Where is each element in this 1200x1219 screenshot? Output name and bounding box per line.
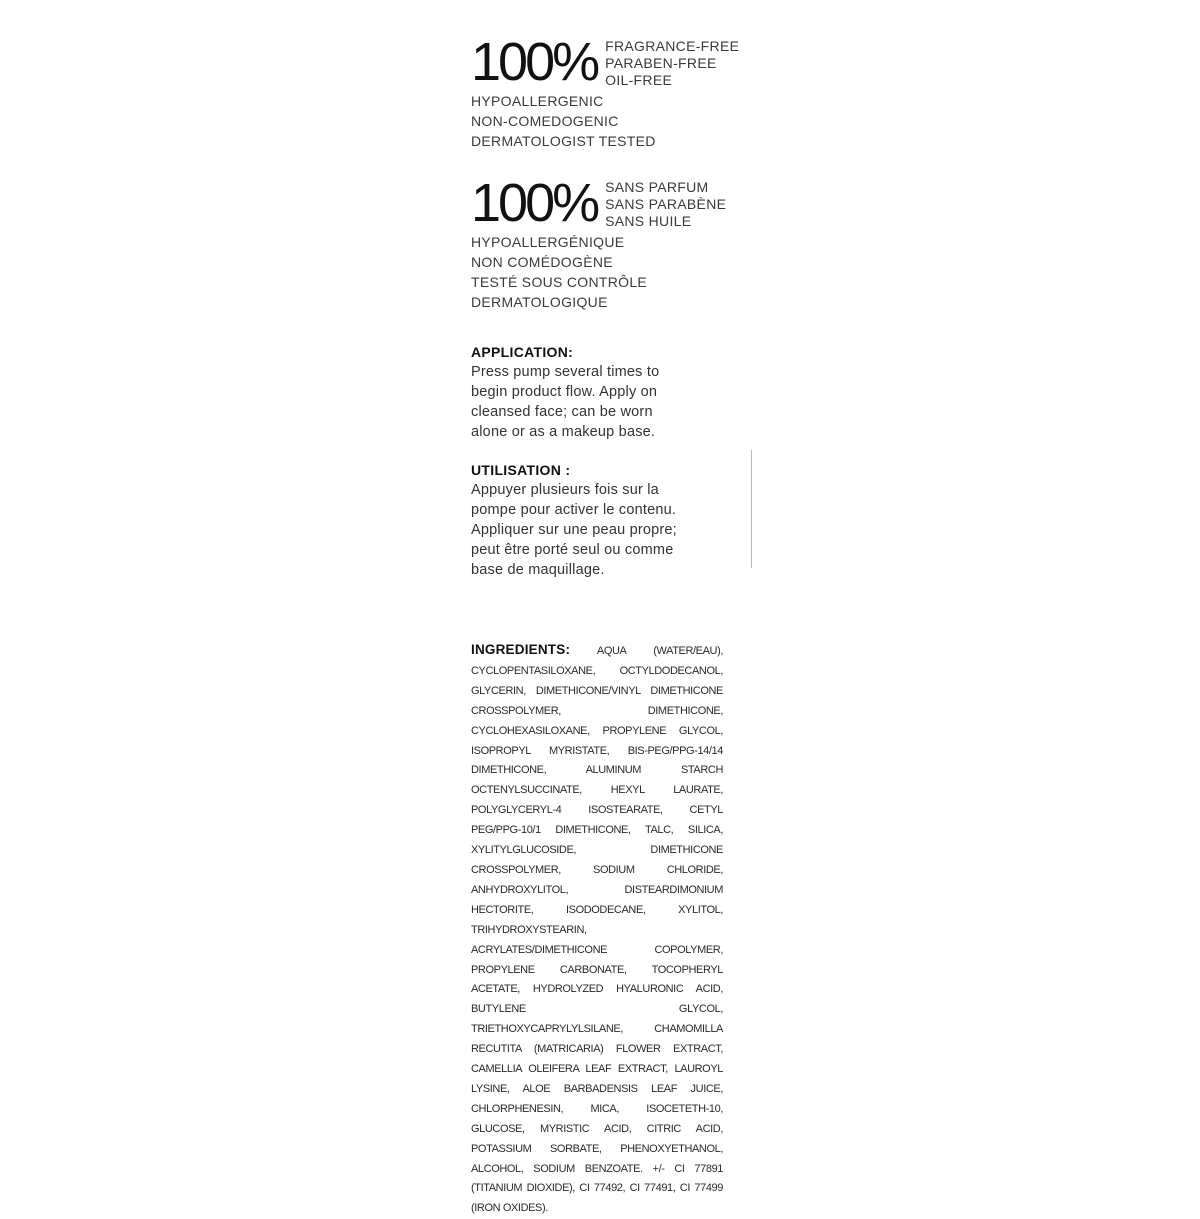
french-percent: 100% [471, 173, 598, 233]
french-free-of-list [605, 179, 726, 230]
edge-divider [751, 450, 752, 568]
english-attribute: HYPOALLERGENIC [471, 93, 604, 109]
application-text [471, 362, 751, 442]
english-attribute: DERMATOLOGIST TESTED [471, 133, 656, 149]
french-attribute: HYPOALLERGÉNIQUE [471, 234, 625, 250]
label-panel [471, 32, 751, 580]
french-attribute: TESTÉ SOUS CONTRÔLE [471, 274, 648, 290]
application-section [471, 342, 751, 442]
french-claims [471, 173, 751, 312]
english-percent-row [471, 32, 751, 92]
utilisation-line: Appuyer plusieurs fois sur la [471, 482, 659, 498]
ingredients-heading: INGREDIENTS: [471, 642, 571, 657]
utilisation-text [471, 480, 751, 580]
ingredients-section [471, 640, 723, 1219]
utilisation-section [471, 460, 751, 580]
utilisation-heading: UTILISATION : [471, 462, 571, 478]
application-line: alone or as a makeup base. [471, 424, 656, 440]
utilisation-line: peut être porté seul ou comme [471, 542, 674, 558]
application-line: cleansed face; can be worn [471, 404, 653, 420]
french-attribute: NON COMÉDOGÈNE [471, 254, 613, 270]
utilisation-line: pompe pour activer le contenu. [471, 502, 677, 518]
english-free-of-item: PARABEN-FREE [605, 55, 717, 71]
utilisation-line: base de maquillage. [471, 562, 605, 578]
french-free-of-item: SANS PARABÈNE [605, 196, 727, 212]
french-attribute: DERMATOLOGIQUE [471, 294, 608, 310]
application-line: Press pump several times to [471, 364, 660, 380]
english-claims [471, 32, 751, 151]
english-free-of-item: OIL-FREE [605, 72, 673, 88]
english-free-of-item: FRAGRANCE-FREE [605, 38, 740, 54]
application-line: begin product flow. Apply on [471, 384, 658, 400]
french-free-of-item: SANS HUILE [605, 213, 692, 229]
french-attributes [471, 232, 751, 312]
french-free-of-item: SANS PARFUM [605, 179, 709, 195]
utilisation-line: Appliquer sur une peau propre; [471, 522, 677, 538]
ingredients-list: AQUA (WATER/EAU), CYCLOPENTASILOXANE, OCTYLDODECANOL, GLYCERIN, DIMETHICONE/VINYL DIMETHICONE CROSSPOLYMER, DIMETHICONE, CYCLOHEXASILOXANE, PROPYLENE GLYCOL, ISOPROPYL MYRISTATE, BIS-PEG/PPG-14/14 DIMETHICONE, ALUMINUM STARCH OCTENYLSUCCINATE, HEXYL LAURATE, POLYGLYCERYL-4 ISOSTEARATE, CETYL PEG/PPG-10/1 DIMETHICONE, TALC, SILICA, XYLITYLGLUCOSIDE, DIMETHICONE CROSSPOLYMER, SODIUM CHLORIDE, ANHYDROXYLITOL, DISTEARDIMONIUM HECTORITE, ISODODECANE, XYLITOL, TRIHYDROXYSTEARIN, ACRYLATES/DIMETHICONE COPOLYMER, PROPYLENE CARBONATE, TOCOPHERYL ACETATE, HYDROLYZED HYALURONIC ACID, BUTYLENE GLYCOL, TRIETHOXYCAPRYLYLSILANE, CHAMOMILLA RECUTITA (MATRICARIA) FLOWER EXTRACT, CAMELLIA OLEIFERA LEAF EXTRACT, LAUROYL LYSINE, ALOE BARBADENSIS LEAF JUICE, CHLORPHENESIN, MICA, ISOCETETH-10, GLUCOSE, MYRISTIC ACID, CITRIC ACID, POTASSIUM SORBATE, PHENOXYETHANOL, ALCOHOL, SODIUM BENZOATE. +/- CI 77891 (TITANIUM DIOXIDE), CI 77492, CI 77491, CI 77499 (IRON OXIDES). [471, 645, 723, 1215]
english-attributes [471, 91, 751, 151]
english-percent: 100% [471, 32, 598, 92]
english-attribute: NON-COMEDOGENIC [471, 113, 619, 129]
english-free-of-list [605, 38, 739, 89]
french-percent-row [471, 173, 751, 233]
application-heading: APPLICATION: [471, 344, 574, 360]
